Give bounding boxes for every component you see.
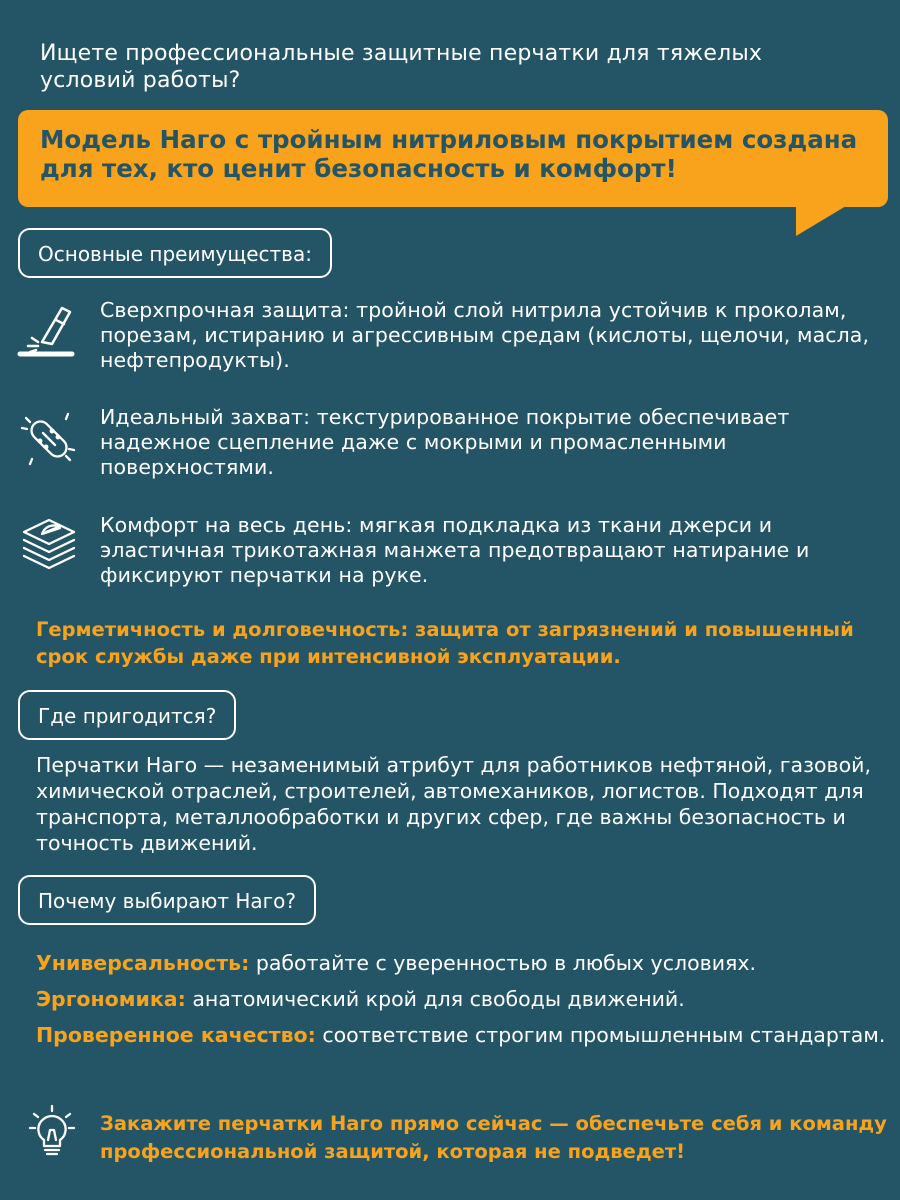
call-to-action: Закажите перчатки Наго прямо сейчас — обеспечьте себя и команду профессиональной защитой, которая не подведет!: [100, 1112, 887, 1163]
callout-tail: [796, 200, 856, 236]
feature-comfort: Комфорт на весь день: мягкая подкладка из ткани джерси и эластичная трикотажная манжета предотвращают натирание и фиксируют перчатки на руке.: [100, 513, 810, 587]
grip-texture-icon: [18, 408, 80, 470]
usage-text: Перчатки Наго — незаменимый атрибут для работников нефтяной, газовой, химической отраслей, строителей, автомехаников, логистов. Подходят для транспорта, металлообработки и других сфер, где важны безопасность и точность движений.: [36, 753, 871, 855]
lightbulb-icon: [28, 1104, 76, 1160]
callout-text: Модель Наго с тройным нитриловым покрытием создана для тех, кто ценит безопасность и комфорт!: [40, 125, 858, 183]
why-item-value: анатомический крой для свободы движений.: [185, 987, 685, 1011]
feature-protection: Сверхпрочная защита: тройной слой нитрила устойчив к проколам, порезам, истиранию и агрессивным средам (кислоты, щелочи, масла, нефтепродукты).: [100, 298, 870, 372]
callout-box: [18, 110, 888, 207]
why-item-value: соответствие строгим промышленным стандартам.: [315, 1023, 886, 1047]
why-item-value: работайте с уверенностью в любых условиях.: [249, 951, 756, 975]
section-title-advantages: Основные преимущества:: [18, 228, 332, 278]
why-item-key: Проверенное качество:: [36, 1023, 316, 1047]
intro-text: Ищете профессиональные защитные перчатки для тяжелых условий работы?: [40, 41, 763, 93]
why-item-key: Универсальность:: [36, 951, 250, 975]
why-item-ergonomics: [36, 986, 886, 1012]
section-title-why: Почему выбирают Наго?: [18, 875, 316, 925]
highlight-durability: Герметичность и долговечность: защита от загрязнений и повышенный срок службы даже при интенсивной эксплуатации.: [36, 618, 854, 668]
soft-layers-icon: [18, 510, 80, 572]
why-item-quality: [36, 1022, 886, 1048]
why-item-key: Эргономика:: [36, 987, 186, 1011]
section-title-usage: Где пригодится?: [18, 690, 236, 740]
feature-grip: Идеальный захват: текстурированное покрытие обеспечивает надежное сцепление даже с мокрыми и промасленными поверхностями.: [100, 405, 790, 479]
blade-cut-icon: [16, 298, 78, 360]
why-item-universal: [36, 950, 886, 976]
